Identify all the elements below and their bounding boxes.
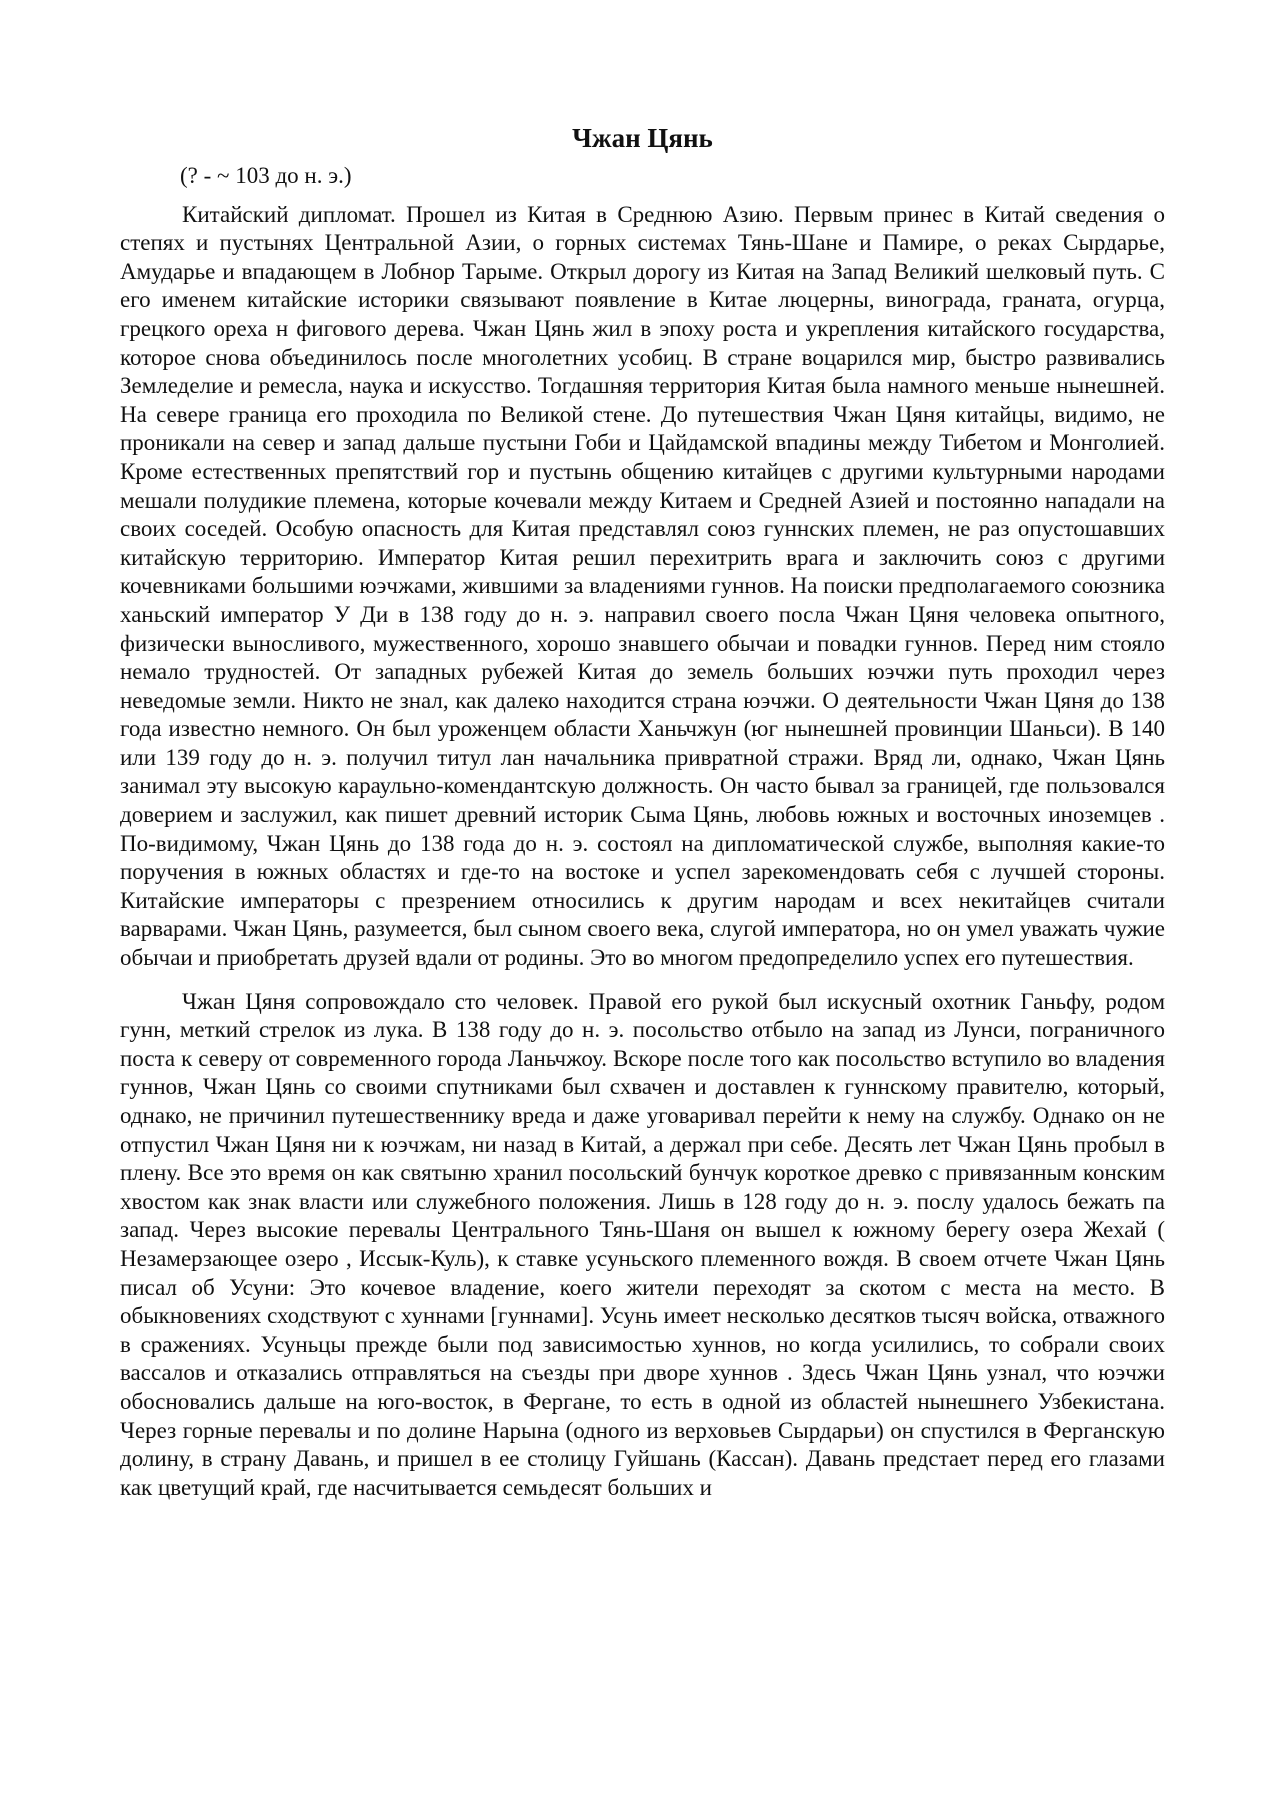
paragraph-1: Китайский дипломат. Прошел из Китая в Среднюю Азию. Первым принес в Китай сведения о степях и пустынях Центральной Азии, о горных системах Тянь-Шане и Памире, о реках Сырдарье, Амударье и впадающем в Лобнор Тарыме. Открыл дорогу из Китая на Запад Великий шелковый путь. С его именем китайские историки связывают появление в Китае люцерны, винограда, граната, огурца, грецкого ореха н фигового дерева. Чжан Цянь жил в эпоху роста и укрепления китайского государства, которое снова объединилось после многолетних усобиц. В стране воцарился мир, быстро развивались Земледелие и ремесла, наука и искусство. Тогдашняя территория Китая была намного меньше нынешней. На севере граница его проходила по Великой стене. До путешествия Чжан Цяня китайцы, видимо, не проникали на север и запад дальше пустыни Гоби и Цайдамской впадины между Тибетом и Монголией. Кроме естественных препятствий гор и пустынь общению китайцев с другими культурными народами мешали полудикие племена, которые кочевали между Китаем и Средней Азией и постоянно нападали на своих соседей. Особую опасность для Китая представлял союз гуннских племен, не раз опустошавших китайскую территорию. Император Китая решил перехитрить врага и заключить союз с другими кочевниками большими юэчжами, жившими за владениями гуннов. На поиски предполагаемого союзника ханьский император У Ди в 138 году до н. э. направил своего посла Чжан Цяня человека опытного, физически выносливого, мужественного, хорошо знавшего обычаи и повадки гуннов. Перед ним стояло немало трудностей. От западных рубежей Китая до земель больших юэчжи путь проходил через неведомые земли. Никто не знал, как далеко находится страна юэчжи. О деятельности Чжан Цяня до 138 года известно немного. Он был уроженцем области Ханьчжун (юг нынешней провинции Шаньси). В 140 или 139 году до н. э. получил титул лан начальника привратной стражи. Вряд ли, однако, Чжан Цянь занимал эту высокую караульно-комендантскую должность. Он часто бывал за границей, где пользовался доверием и заслужил, как пишет древний историк Сыма Цянь, любовь южных и восточных иноземцев . По-видимому, Чжан Цянь до 138 года до н. э. состоял на дипломатической службе, выполняя какие-то поручения в южных областях и где-то на востоке и успел зарекомендовать себя с лучшей стороны. Китайские императоры с презрением относились к другим народам и всех некитайцев считали варварами. Чжан Цянь, разумеется, был сыном своего века, слугой императора, но он умел уважать чужие обычаи и приобретать друзей вдали от родины. Это во многом предопределило успех его путешествия. (120, 201, 1165, 971)
document-page (120, 120, 1165, 1517)
paragraph-2: Чжан Цяня сопровождало сто человек. Правой его рукой был искусный охотник Ганьфу, родом гунн, меткий стрелок из лука. В 138 году до н. э. посольство отбыло на запад из Лунси, пограничного поста к северу от современного города Ланьчжоу. Вскоре после того как посольство вступило во владения гуннов, Чжан Цянь со своими спутниками был схвачен и доставлен к гуннскому правителю, который, однако, не причинил путешественнику вреда и даже уговаривал перейти к нему на службу. Однако он не отпустил Чжан Цяня ни к юэчжам, ни назад в Китай, а держал при себе. Десять лет Чжан Цянь пробыл в плену. Все это время он как святыню хранил посольский бунчук короткое древко с привязанным конским хвостом как знак власти или служебного положения. Лишь в 128 году до н. э. послу удалось бежать па запад. Через высокие перевалы Центрального Тянь-Шаня он вышел к южному берегу озера Жехай ( Незамерзающее озеро , Иссык-Куль), к ставке усуньского племенного вождя. В своем отчете Чжан Цянь писал об Усуни: Это кочевое владение, коего жители переходят за скотом с места на место. В обыкновениях сходствуют с хуннами [гуннами]. Усунь имеет несколько десятков тысяч войска, отважного в сражениях. Усуньцы прежде были под зависимостью хуннов, но когда усилились, то собрали своих вассалов и отказались отправляться на съезды при дворе хуннов . Здесь Чжан Цянь узнал, что юэчжи обосновались дальше на юго-восток, в Фергане, то есть в одной из областей нынешнего Узбекистана. Через горные перевалы и по долине Нарына (одного из верховьев Сырдарьи) он спустился в Ферганскую долину, в страну Давань, и пришел в ее столицу Гуйшань (Кассан). Давань предстает перед его глазами как цветущий край, где насчитывается семьдесят больших и (120, 988, 1165, 1500)
life-dates: (? - ~ 103 до н. э.) (180, 163, 352, 188)
page-title: Чжан Цянь (572, 123, 713, 153)
